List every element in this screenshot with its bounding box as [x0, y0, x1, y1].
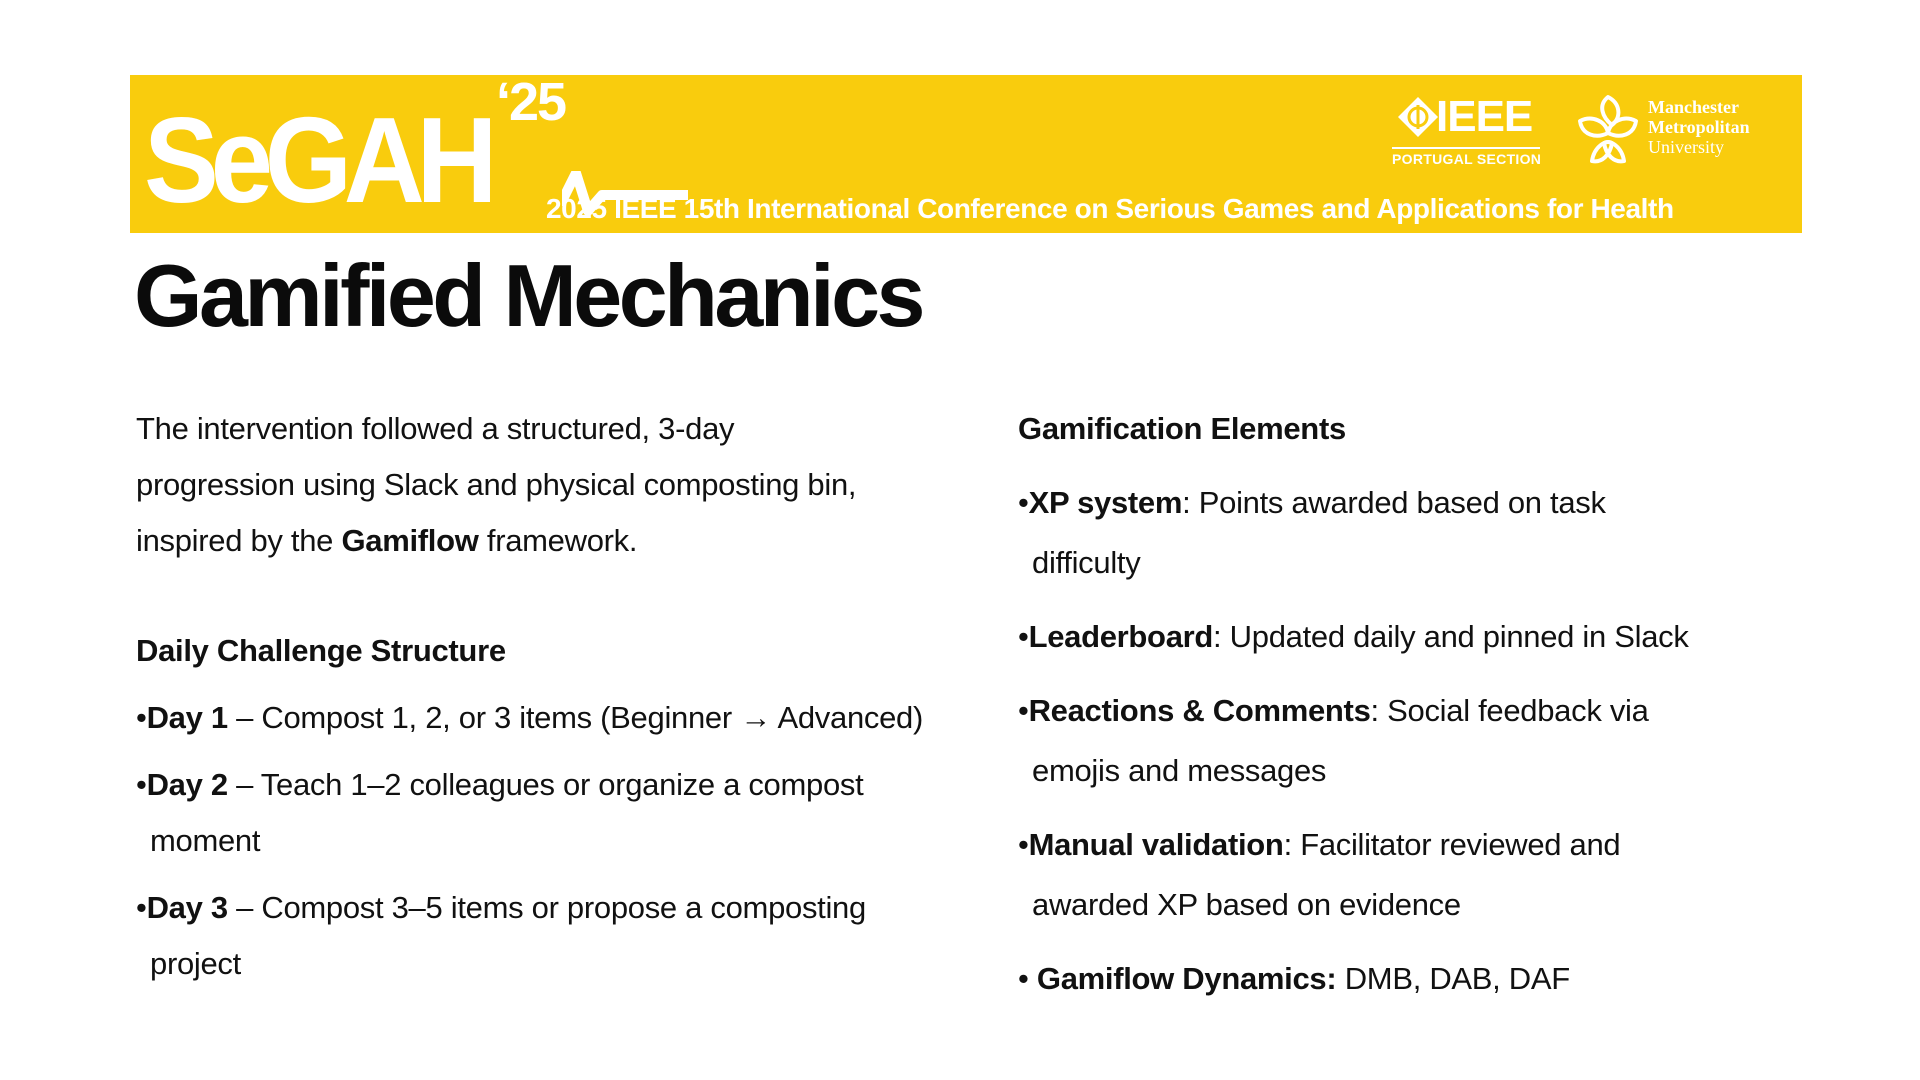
mmu-logo [1572, 91, 1798, 171]
intro-line-3-post: framework. [478, 523, 638, 558]
segah-logo-text: SeGAH [144, 92, 490, 228]
intro-paragraph [136, 401, 1016, 569]
daily-challenge-heading: Daily Challenge Structure [136, 633, 506, 668]
bullet-text: – Teach 1–2 colleagues or organize a compost [227, 767, 864, 802]
conference-caption: 2025 IEEE 15th International Conference on Serious Games and Applications for Health [546, 193, 1674, 224]
intro-line-1: The intervention followed a structured, 3-day [136, 411, 735, 446]
segah-logo-year: ‘25 [496, 75, 566, 132]
conference-banner [130, 75, 1802, 233]
ieee-wordmark: IEEE [1436, 92, 1533, 141]
slide-title: Gamified Mechanics [134, 246, 922, 345]
bullet-continuation: awarded XP based on evidence [1032, 887, 1461, 922]
mmu-wordmark [1648, 97, 1750, 157]
list-item: • Gamiflow Dynamics: DMB, DAB, DAF [1018, 961, 1570, 996]
list-item: •Day 3 – Compost 3–5 items or propose a composting project [136, 880, 1016, 992]
ieee-section-label: PORTUGAL SECTION [1392, 151, 1542, 167]
mmu-line-1: Manchester [1648, 97, 1739, 117]
left-column [136, 401, 1016, 992]
bullet-label: Manual validation [1028, 827, 1284, 862]
ieee-divider [1392, 147, 1540, 149]
list-item: •Leaderboard: Updated daily and pinned in Slack [1018, 619, 1689, 654]
gamification-elements-heading: Gamification Elements [1018, 411, 1346, 446]
bullet-text: – Compost 3–5 items or propose a composting [227, 890, 866, 925]
mmu-bee-emblem-icon [1572, 91, 1644, 171]
bullet-text: : Updated daily and pinned in Slack [1213, 619, 1689, 654]
bullet-continuation: moment [150, 823, 261, 858]
bullet-text: – Compost 1, 2, or 3 items (Beginner → Advanced) [227, 700, 923, 735]
ieee-logo [1392, 91, 1542, 167]
bullet-continuation: difficulty [1032, 545, 1141, 580]
mmu-line-3: University [1648, 137, 1724, 157]
bullet-continuation: emojis and messages [1032, 753, 1327, 788]
list-item: •Day 1 – Compost 1, 2, or 3 items (Beginner → Advanced) [136, 700, 923, 735]
list-item: •Reactions & Comments: Social feedback via emojis and messages [1018, 681, 1818, 801]
bullet-label: Reactions & Comments [1028, 693, 1371, 728]
bullet-label: Day 1 [146, 700, 228, 735]
bullet-label: Day 3 [146, 890, 228, 925]
bullet-label: XP system [1028, 485, 1183, 520]
intro-line-2: progression using Slack and physical composting bin, [136, 467, 857, 502]
bullet-label: Gamiflow Dynamics: [1028, 961, 1337, 996]
intro-line-3-pre: inspired by the [136, 523, 342, 558]
list-item: •Manual validation: Facilitator reviewed and awarded XP based on evidence [1018, 815, 1818, 935]
bullet-text: : Social feedback via [1370, 693, 1649, 728]
right-column [1018, 401, 1818, 1015]
mmu-line-2: Metropolitan [1648, 117, 1750, 137]
ieee-diamond-icon [1396, 95, 1440, 139]
bullet-text: : Points awarded based on task [1182, 485, 1606, 520]
bullet-text: DMB, DAB, DAF [1336, 961, 1570, 996]
list-item: •Day 2 – Teach 1–2 colleagues or organize a compost moment [136, 757, 1016, 869]
list-item: •XP system: Points awarded based on task difficulty [1018, 473, 1818, 593]
gamiflow-emphasis: Gamiflow [341, 523, 479, 558]
bullet-text: : Facilitator reviewed and [1283, 827, 1621, 862]
bullet-label: Day 2 [146, 767, 228, 802]
bullet-label: Leaderboard [1028, 619, 1214, 654]
bullet-continuation: project [150, 946, 241, 981]
